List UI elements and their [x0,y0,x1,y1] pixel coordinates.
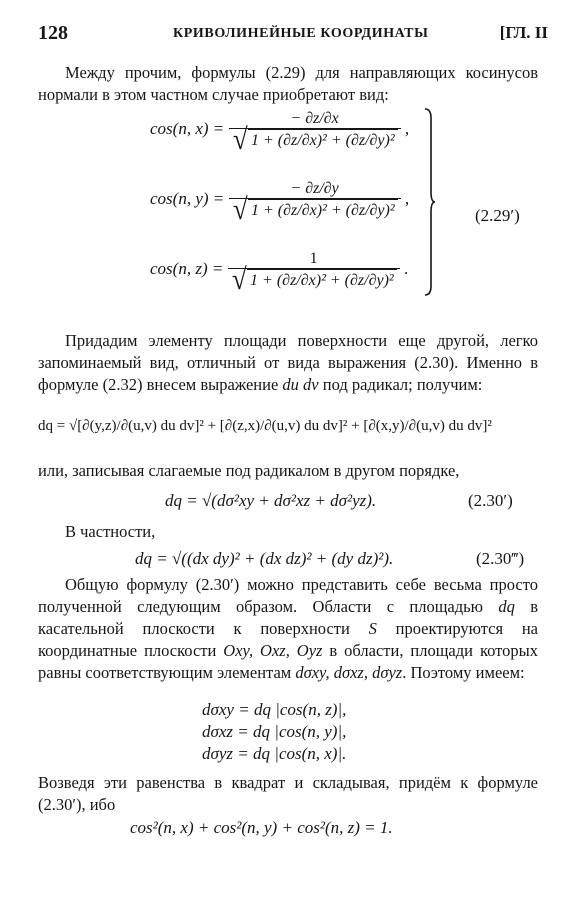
equation-number: (2.30′) [468,491,513,510]
numerator: − ∂z/∂y [290,180,339,197]
paragraph-particular: В частности, [65,522,156,541]
paragraph-area-form: Придадим элементу площади поверхности еще другой, легко запоминаемый вид, отличный от вида выражения (2.30). Именно в формуле (2.32) внесем выражение du dv под радикал; получим: [38,331,538,394]
sqrt-icon: √ [232,122,248,156]
equation-dq-long: dq = √[∂(y,z)/∂(u,v) du dv]² + [∂(z,x)/∂(u,v) du dv]² + [∂(x,y)/∂(u,v) du dv]² [38,418,492,434]
chapter-marker: [ГЛ. II [499,23,548,42]
paragraph-projection: Общую формулу (2.30′) можно представить себе весьма просто полученной следующим образом. Области с площадью dq в касательной плоскости к поверхности S проектируются на координатные плоскости Oxy, Oxz, Oyz в области, площади которых равны соответствующим элементам dσxy, dσxz, dσyz. Поэтому имеем: [38,575,538,682]
fraction [228,250,400,296]
sqrt-icon: √ [232,192,248,226]
equation-lhs: cos(n, y) = [150,188,225,208]
equation-dq-sigma: dq = √(dσ²xy + dσ²xz + dσ²yz). [165,491,377,510]
paragraph-intro: Между прочим, формулы (2.29) для направляющих косинусов нормали в этом частном случае приобретают вид: [38,63,538,104]
radicand: 1 + (∂z/∂x)² + (∂z/∂y)² [247,269,397,290]
equation-number: (2.29′) [475,206,520,225]
equation-proj-xy: dσxy = dq |cos(n, z)|, [202,700,347,719]
paragraph-conclusion: Возведя эти равенства в квадрат и складывая, придём к формуле (2.30′), ибо [38,773,538,814]
numerator: 1 [309,250,318,267]
fraction [229,180,401,226]
equation-cos-nz: cos(n, z) = $\frac{1}{\text{√ 1 + (∂z/∂x)² + (∂z/∂y)²}}$ . [150,250,409,296]
page-header [38,22,548,46]
equation-proj-xz: dσxz = dq |cos(n, y)|, [202,722,347,741]
radicand: 1 + (∂z/∂x)² + (∂z/∂y)² [248,129,398,150]
equation-number: (2.30‴) [476,549,525,568]
equation-cos-nx: cos(n, x) = $\frac{- \partial z/\partial x}{\text{√ 1 + (∂z/∂x)² + (∂z/∂y)²}}$ , [150,110,410,156]
numerator: − ∂z/∂x [290,110,339,127]
paragraph-reorder: или, записывая слагаемые под радикалом в другом порядке, [38,461,460,480]
equation-cos-ny: cos(n, y) = $\frac{- \partial z/\partial y}{\text{√ 1 + (∂z/∂x)² + (∂z/∂y)²}}$ , [150,180,410,226]
equation-proj-yz: dσyz = dq |cos(n, x)|. [202,744,347,763]
running-title: КРИВОЛИНЕЙНЫЕ КООРДИНАТЫ [173,26,429,41]
equation-lhs: cos(n, z) = [150,258,224,278]
equation-dq-particular: dq = √((dx dy)² + (dx dz)² + (dy dz)²). [135,549,394,568]
right-brace-icon [424,108,436,296]
equation-final-identity: cos²(n, x) + cos²(n, y) + cos²(n, z) = 1. [130,818,393,837]
equation-lhs: cos(n, x) = [150,118,225,138]
radicand: 1 + (∂z/∂x)² + (∂z/∂y)² [248,199,398,220]
sqrt-icon: √ [231,262,247,296]
page-number: 128 [38,22,68,44]
fraction [229,110,401,156]
